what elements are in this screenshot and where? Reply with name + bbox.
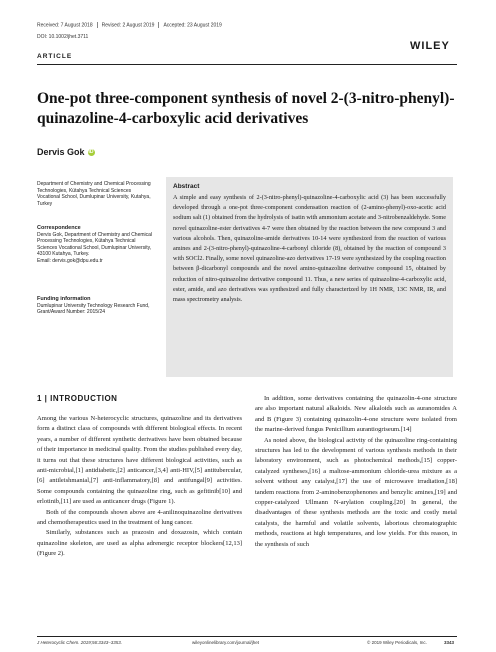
- revised-date: Revised: 2 August 2019: [101, 22, 155, 29]
- left-paragraph-3: Similarly, substances such as prazosin and doxazosin, which contain quinazoline skeleton, are used as alpha adrenergic receptor blockers[12,13] (Figure 2).: [37, 529, 242, 558]
- author-name[interactable]: Dervis Gok: [37, 147, 85, 157]
- right-column: [255, 394, 457, 550]
- correspondence-email[interactable]: Email: dervis.gok@dpu.edu.tr: [37, 257, 103, 264]
- footer: [37, 636, 457, 645]
- orcid-icon[interactable]: iD: [88, 149, 94, 156]
- correspondence-block: [37, 225, 155, 265]
- left-paragraph-2: Both of the compounds shown above are 4-anilinoquinazoline derivatives and chemotherapeutics used in the treatment of lung cancer.: [37, 508, 242, 527]
- abstract-text: A simple and easy synthesis of 2-(3-nitro-phenyl)-quinazoline-4-carboxylic acid (3) has been successfully developed through a one-pot three-component condensation reaction of (2-amino-phenyl)-oxo-acetic acid sodium salt (1) obtained from the hydrolysis of isatin with ammonium acetate and 3-nitrobenzaldehyde. Some novel quinazoline-ester derivatives 4-7 were then obtained by the reaction between the new compound 3 and various alcohols. Then, quinazoline-amide derivatives 10-14 were synthesized from the reaction of various amines and 2-(3-nitro-phenyl)-quinazoline-4-carbonyl chloride (8), obtained by the reaction of compound 3 with SOCl2. Finally, some novel quinazoline-azo derivatives 17-19 were synthesized by the coupling reaction between β-dicarbonyl compounds and the novel amino-quinazoline derivative compound 15, obtained by reduction of nitro-quinazoline derivative compound 11. Thus, a new series of quinazoline-4-carboxylic acid, ester, amide, and azo derivatives was synthesized and fully characterized by 1H NMR, 13C NMR, IR, and mass spectrometry analysis.: [173, 194, 446, 304]
- right-paragraph-2: As noted above, the biological activity of the quinazoline ring-containing structures has led to the development of various synthesis methods in their laboratory environment, such as photochemical methods,[15] copper-catalyzed syntheses,[16] a maltose-ammonium chloride-urea mixture as a solvent without any catalyst,[17] the use of microwave irradiation,[18] tandem reactions from 2-aminobenzophenones and benzylic amines,[19] and copper-catalyzed Ullmann N-arylation coupling.[20] In general, the disadvantages of these synthesis methods are the toxic and costly metal catalysts, the harmful and volatile solvents, laborious chromatographic methods, reactions at high temperatures, and low yields. For this reason, in the synthesis of such: [255, 436, 457, 548]
- correspondence-heading: Correspondence: [37, 225, 81, 231]
- dates-line: [37, 22, 222, 28]
- doi[interactable]: DOI: 10.1002/jhet.3711: [37, 34, 89, 40]
- abstract-heading: Abstract: [173, 183, 200, 190]
- right-paragraph-1: In addition, some derivatives containing the quinazolin-4-one structure are also important natural alkaloids. New alkaloids such as auranomides A and B (Figure 3) containing quinazolin-4-one structure were isolated from the marine-derived fungus Penicillium aurantiogriseum.[14]: [255, 395, 457, 434]
- left-column: [37, 414, 242, 560]
- abstract-box: [166, 177, 453, 377]
- header-rule: [37, 64, 457, 65]
- correspondence-text: Dervis Gok, Department of Chemistry and Chemical Processing Technologies, Kütahya Technical Sciences Vocational School, Dumlupinar University, 43100 Kutahya, Turkey.: [37, 231, 153, 258]
- received-date: Received: 7 August 2018: [37, 22, 93, 29]
- funding-heading: Funding information: [37, 296, 91, 302]
- author-line: [37, 147, 95, 157]
- footer-journal: J Heterocyclic Chem. 2019;56:3343–3353.: [37, 640, 123, 645]
- funding-text: Dumlupinar University Technology Research Fund, Grant/Award Number: 2015/24: [37, 302, 150, 316]
- funding-block: [37, 296, 155, 316]
- left-paragraph-1: Among the various N-heterocyclic structures, quinazoline and its derivatives form a distinct class of compounds with different biological effects. In recent years, a number of different synthetic derivatives have been obtained because of their importance in medicinal quality. From the studies published every day, it turns out that these structures have different biological activities, such as anti-microbial,[1] antidiabetic,[2] anticancer,[3,4] anti-HIV,[5] antitubercular,[6] antileishmanial,[7] anti-inflammatory,[8] and antifungal[9] activities. Some compounds containing the quinazoline ring, such as gefitinib[10] and erlotinib,[11] are used as anticancer drugs (Figure 1).: [37, 415, 242, 506]
- accepted-date: Accepted: 23 August 2019: [163, 22, 222, 29]
- section-heading: 1 | INTRODUCTION: [37, 394, 118, 403]
- footer-copyright: © 2019 Wiley Periodicals, Inc.: [367, 640, 427, 645]
- affiliation: Department of Chemistry and Chemical Processing Technologies, Kütahya Technical Sciences Vocational School, Dumlupinar University, Kutahya, Turkey: [37, 181, 151, 207]
- page-number: 3343: [444, 640, 455, 645]
- publisher-logo: WILEY: [410, 40, 450, 52]
- article-title: One-pot three-component synthesis of novel 2-(3-nitro-phenyl)-quinazoline-4-carboxylic acid derivatives: [37, 90, 455, 127]
- article-type: ARTICLE: [37, 53, 73, 60]
- footer-url[interactable]: wileyonlinelibrary.com/journal/jhet: [192, 640, 259, 645]
